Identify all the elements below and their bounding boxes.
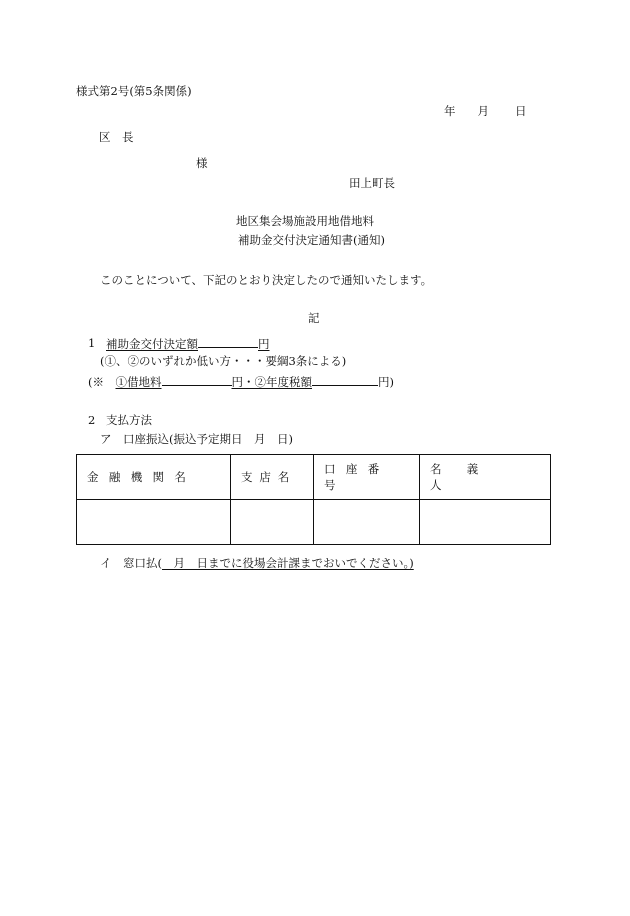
header-account-number: 口座番号 <box>314 455 420 500</box>
date-day: 日 <box>515 104 527 118</box>
item1-number: 1 <box>88 336 96 350</box>
date-year: 年 <box>444 104 456 118</box>
ki-heading: 記 <box>308 311 320 325</box>
bank-name-cell[interactable] <box>77 500 231 545</box>
branch-name-cell[interactable] <box>231 500 314 545</box>
account-number-cell[interactable] <box>314 500 420 545</box>
document-title-line2: 補助金交付決定通知書(通知) <box>238 233 385 247</box>
rent-blank <box>162 374 232 386</box>
option-i-body: 月 日までに役場会計課までおいでください。) <box>162 556 414 570</box>
item2-number: 2 <box>88 413 96 427</box>
item1-unit: 円 <box>258 337 270 351</box>
date-month: 月 <box>477 104 489 118</box>
calc-yen2: 円) <box>378 375 394 389</box>
header-account-holder: 名義人 <box>420 455 551 500</box>
amount-blank <box>198 336 258 348</box>
item1-label: 補助金交付決定額 <box>106 337 198 351</box>
item2-label: 支払方法 <box>106 413 152 427</box>
recipient-honorific: 様 <box>196 156 208 170</box>
calc-yen1: 円・ <box>231 375 255 389</box>
calc-item1: ①借地料 <box>115 375 162 389</box>
document-title-line1: 地区集会場施設用地借地料 <box>236 214 374 228</box>
sender: 田上町長 <box>349 176 395 190</box>
calc-item2: ②年度税額 <box>254 375 312 389</box>
body-text: このことについて、下記のとおり決定したので通知いたします。 <box>100 273 433 287</box>
recipient-title: 区 長 <box>99 130 134 144</box>
option-i <box>100 556 414 570</box>
account-table-header <box>77 455 551 500</box>
header-branch-name: 支店名 <box>231 455 314 500</box>
item1-calc <box>88 374 394 389</box>
date-line <box>444 104 527 118</box>
tax-blank <box>312 374 378 386</box>
form-number: 様式第2号(第5条関係) <box>76 84 192 98</box>
account-table-row <box>77 500 551 545</box>
option-a: ア 口座振込(振込予定期日 月 日) <box>100 432 293 446</box>
calc-prefix: (※ <box>88 375 116 389</box>
option-i-prefix: イ 窓口払( <box>100 556 162 570</box>
account-table <box>76 454 551 545</box>
account-holder-cell[interactable] <box>420 500 551 545</box>
header-bank-name: 金融機関名 <box>77 455 231 500</box>
item1-line <box>106 336 270 351</box>
item1-note: (①、②のいずれか低い方・・・要綱3条による) <box>100 354 347 368</box>
